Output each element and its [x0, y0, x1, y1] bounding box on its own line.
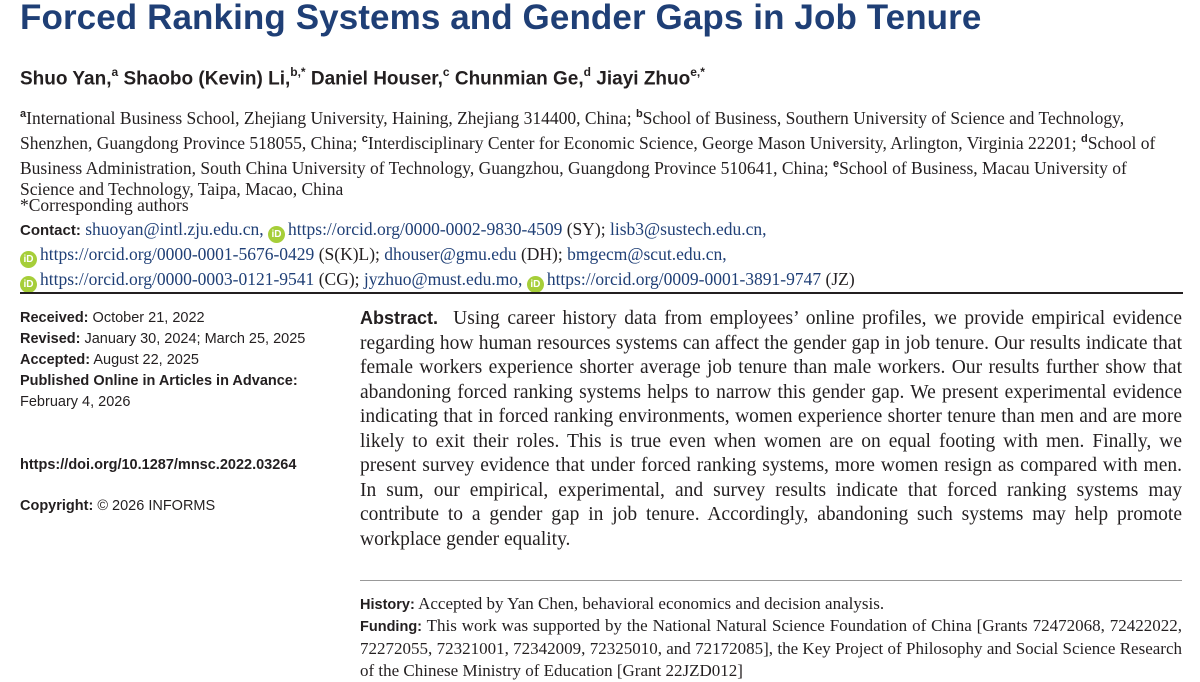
author-tag: (DH);: [520, 244, 563, 264]
revised-row: [20, 329, 340, 350]
author-name: Shuo Yan,: [20, 68, 112, 90]
email-link[interactable]: lisb3@sustech.edu.cn,: [609, 219, 767, 239]
email-link[interactable]: bmgecm@scut.edu.cn,: [567, 244, 727, 264]
author-name: Shaobo (Kevin) Li,: [123, 68, 291, 90]
accepted-row: [20, 350, 340, 371]
corresponding-note: *Corresponding authors: [20, 195, 189, 215]
contact-block: [20, 218, 1190, 293]
affiliation-text: School of Business, Macau University of Science and Technology, Taipa, Macao, China: [20, 157, 1127, 200]
affiliation-text: School of Business Administration, South China University of Technology, Guangzhou, Guangdong Province 510641, China;: [20, 132, 1156, 178]
author-name: Jiayi Zhuo: [596, 68, 691, 90]
author-affil-marker: b,*: [290, 65, 306, 79]
author-affil-marker: d: [583, 65, 591, 79]
doi-link[interactable]: https://doi.org/10.1287/mnsc.2022.03264: [20, 457, 297, 473]
orcid-link[interactable]: https://orcid.org/0009-0001-3891-9747: [546, 269, 822, 289]
funding-text: This work was supported by the National Natural Science Foundation of China [Grants 72472068, 72422022, 72272055, 72321001, 72342009, 72325010, and 72172085], the Key Project of Philosophy and Social Science Research of the Chinese Ministry of Education [Grant 22JZD012]: [360, 616, 1183, 680]
author-tag: (JZ): [825, 269, 855, 289]
accepted-label: Accepted:: [20, 352, 91, 368]
funding-row: [360, 615, 1182, 682]
funding-label: Funding:: [360, 619, 423, 635]
copyright-label: Copyright:: [20, 498, 94, 514]
affil-marker: d: [1081, 133, 1088, 146]
author-affil-marker: e,*: [690, 65, 705, 79]
paper-title: Forced Ranking Systems and Gender Gaps in Job Tenure: [20, 0, 982, 37]
affiliation-text: Interdisciplinary Center for Economic Science, George Mason University, Arlington, Virginia 22201;: [367, 132, 1082, 153]
orcid-link[interactable]: https://orcid.org/0000-0002-9830-4509: [288, 219, 563, 239]
author-name: Chunmian Ge,: [454, 68, 584, 90]
received-label: Received:: [20, 310, 89, 326]
affil-marker: a: [20, 108, 27, 120]
email-link[interactable]: jyzhuo@must.edu.mo,: [363, 269, 523, 289]
copyright-text: © 2026 INFORMS: [97, 498, 216, 514]
abstract-label: Abstract.: [360, 308, 439, 328]
author-list: [20, 66, 705, 90]
published-row: [20, 371, 340, 413]
copyright-row: [20, 496, 340, 517]
contact-label: Contact:: [20, 222, 81, 239]
author-tag: (S(K)L);: [318, 244, 380, 264]
author-affil-marker: c: [442, 65, 450, 79]
affiliation-text: International Business School, Zhejiang University, Haining, Zhejiang 314400, China;: [26, 107, 636, 128]
header-divider: [20, 292, 1183, 294]
abstract: [360, 306, 1182, 552]
orcid-icon: iD: [527, 276, 544, 293]
article-dates: [20, 308, 340, 413]
history-label: History:: [360, 597, 415, 613]
published-date: February 4, 2026: [20, 394, 131, 410]
email-link[interactable]: shuoyan@intl.zju.edu.cn,: [85, 219, 264, 239]
abstract-divider: [360, 580, 1182, 581]
author-tag: (SY);: [566, 219, 606, 239]
history-row: [360, 593, 1182, 616]
orcid-icon: iD: [20, 276, 37, 293]
author-affil-marker: a: [111, 65, 119, 79]
orcid-icon: iD: [20, 251, 37, 268]
affil-marker: b: [635, 108, 643, 120]
published-label: Published Online in Articles in Advance:: [20, 373, 298, 389]
received-date: October 21, 2022: [92, 310, 205, 326]
author-tag: (CG);: [318, 269, 360, 289]
affil-marker: e: [832, 158, 840, 171]
orcid-link[interactable]: https://orcid.org/0000-0003-0121-9541: [40, 269, 315, 289]
abstract-text: Using career history data from employees’ online profiles, we provide empirical evidence regarding how human resources systems can affect the gender gap in job tenure. Our results indicate that female workers experience shorter average job tenure than male workers. Our results further show that abandoning forced ranking systems helps to narrow this gender gap. We present experimental evidence indicating that in forced ranking environments, women experience shorter tenure than men and are more likely to exit their roles. This is true even when women are on equal footing with men. Finally, we present survey evidence that under forced ranking systems, more women resign as compared with men. In sum, our empirical, experimental, and survey results indicate that forced ranking systems may contribute to a gender gap in job tenure. Accordingly, abandoning such systems may help promote workplace gender equality.: [360, 308, 1182, 550]
history-text: Accepted by Yan Chen, behavioral economics and decision analysis.: [418, 594, 885, 613]
email-link[interactable]: dhouser@gmu.edu: [384, 244, 517, 264]
orcid-link[interactable]: https://orcid.org/0000-0001-5676-0429: [40, 244, 315, 264]
affiliations: [20, 104, 1185, 200]
accepted-date: August 22, 2025: [93, 352, 199, 368]
affiliation-text: School of Business, Southern University of Science and Technology, Shenzhen, Guangdong Province 518055, China;: [20, 107, 1125, 153]
author-name: Daniel Houser,: [310, 68, 443, 90]
orcid-icon: iD: [268, 226, 285, 243]
revised-label: Revised:: [20, 331, 81, 347]
revised-date: January 30, 2024; March 25, 2025: [84, 331, 306, 347]
affil-marker: c: [361, 133, 368, 146]
received-row: [20, 308, 340, 329]
